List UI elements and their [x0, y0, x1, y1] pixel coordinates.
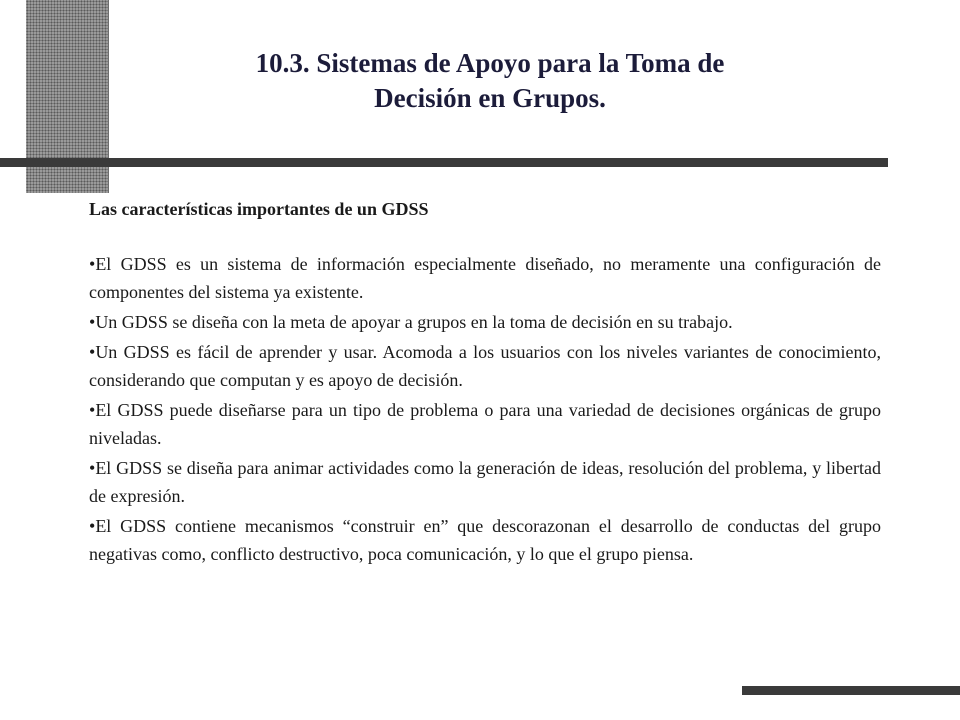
bullet-item: [89, 308, 881, 336]
bullet-icon: •: [89, 312, 96, 332]
bullet-icon: •: [89, 254, 96, 274]
top-divider-rule: [0, 158, 888, 167]
bullet-icon: •: [89, 400, 96, 420]
bullet-text: El GDSS es un sistema de información especialmente diseñado, no meramente una configuración de componentes del sistema ya existente.: [89, 254, 881, 302]
bullet-icon: •: [89, 458, 96, 478]
bullet-item: [89, 396, 881, 452]
bullet-item: [89, 338, 881, 394]
bullet-icon: •: [89, 516, 96, 536]
bullet-item: [89, 454, 881, 510]
bullet-item: [89, 512, 881, 568]
title-line-1: 10.3. Sistemas de Apoyo para la Toma de: [255, 48, 725, 78]
bottom-divider-rule: [742, 686, 960, 695]
section-subtitle: Las características importantes de un GDSS: [89, 199, 429, 219]
bullet-item: [89, 250, 881, 306]
bullet-text: El GDSS puede diseñarse para un tipo de problema o para una variedad de decisiones orgánicas de grupo niveladas.: [89, 400, 881, 448]
bullet-icon: •: [89, 342, 96, 362]
slide-content: [89, 196, 881, 570]
bullet-text: El GDSS se diseña para animar actividades como la generación de ideas, resolución del problema, y libertad de expresión.: [89, 458, 881, 506]
bullet-text: Un GDSS es fácil de aprender y usar. Acomoda a los usuarios con los niveles variantes de conocimiento, considerando que computan y es apoyo de decisión.: [89, 342, 881, 390]
bullet-text: Un GDSS se diseña con la meta de apoyar a grupos en la toma de decisión en su trabajo.: [95, 312, 733, 332]
bullet-text: El GDSS contiene mecanismos “construir en” que descorazonan el desarrollo de conductas del grupo negativas como, conflicto destructivo, poca comunicación, y lo que el grupo piensa.: [89, 516, 881, 564]
title-line-2: Decisión en Grupos.: [374, 83, 606, 113]
slide-title: [150, 46, 830, 116]
bullet-list: [89, 250, 881, 568]
